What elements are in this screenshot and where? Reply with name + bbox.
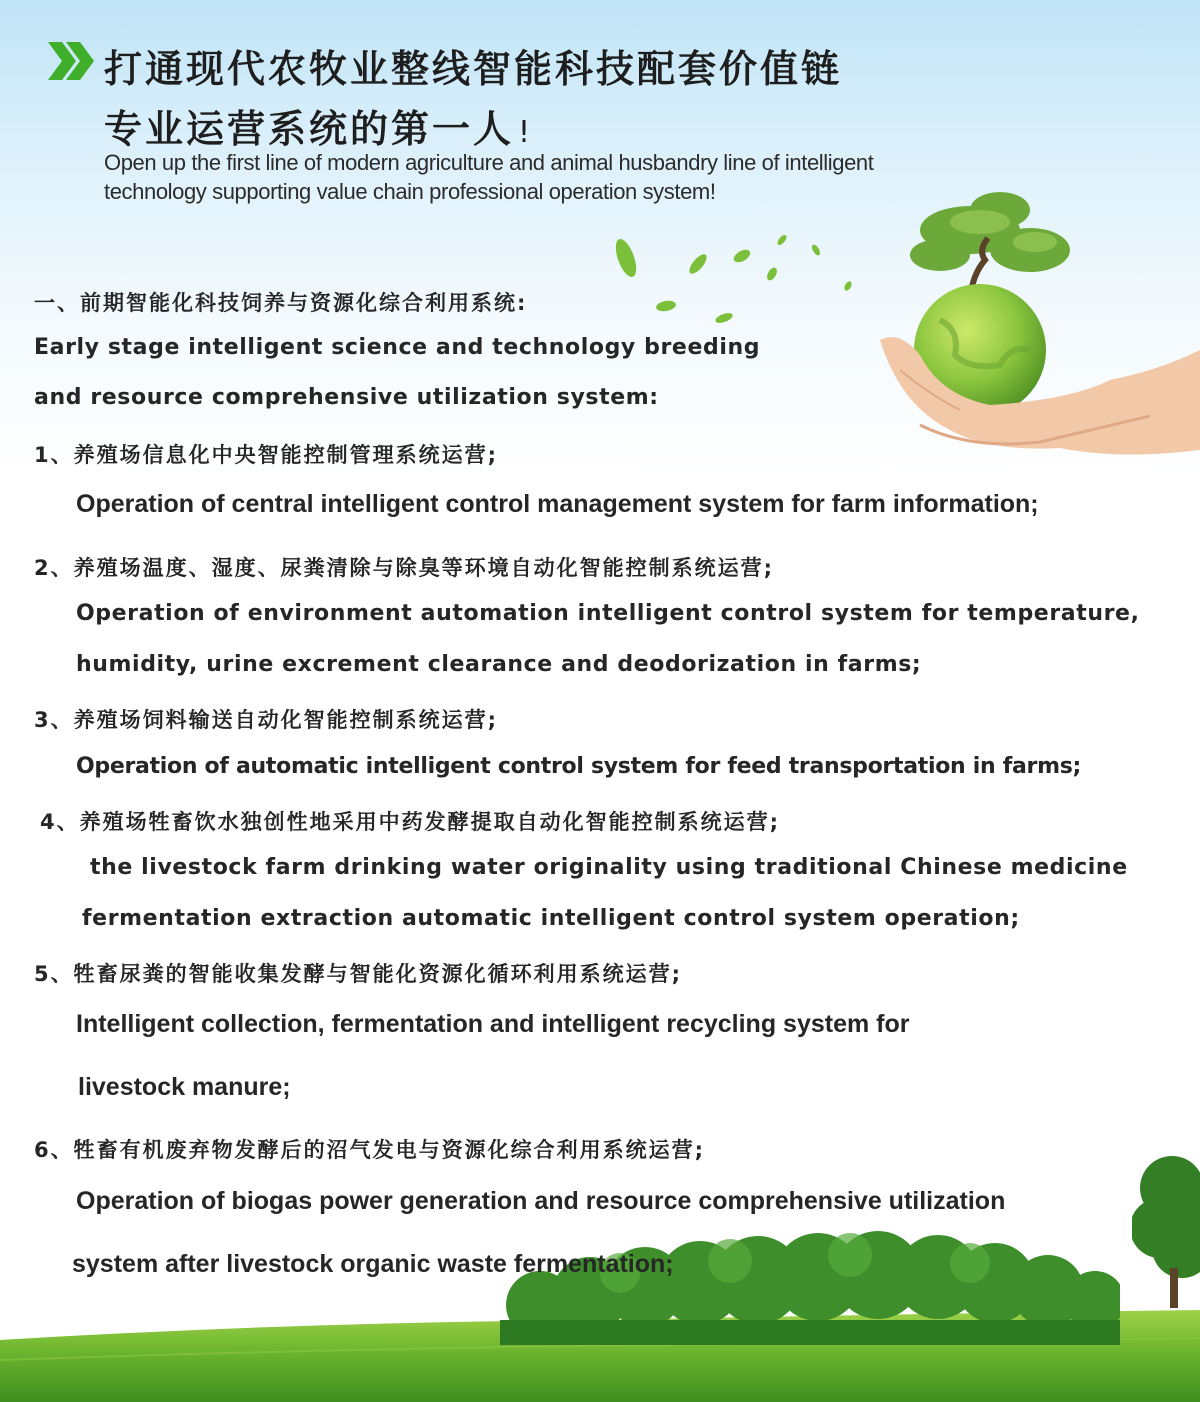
floating-leaves bbox=[600, 228, 860, 328]
section-heading-en-2: and resource comprehensive utilization system: bbox=[34, 385, 659, 410]
item-1-en-1: Operation of central intelligent control management system for farm information; bbox=[76, 490, 1039, 518]
right-edge-tree bbox=[1132, 1148, 1200, 1308]
section-heading-en-1: Early stage intelligent science and technology breeding bbox=[34, 335, 761, 360]
item-2-en-2: humidity, urine excrement clearance and deodorization in farms; bbox=[76, 652, 922, 677]
subtitle-line-1: Open up the first line of modern agriculture and animal husbandry line of intelligent bbox=[104, 150, 874, 175]
item-2-en-1: Operation of environment automation intelligent control system for temperature, bbox=[76, 601, 1140, 626]
item-5-cn: 5、牲畜尿粪的智能收集发酵与智能化资源化循环利用系统运营; bbox=[34, 962, 683, 986]
item-6-cn: 6、牲畜有机废弃物发酵后的沼气发电与资源化综合利用系统运营; bbox=[34, 1138, 706, 1162]
tree-line bbox=[500, 1225, 1120, 1345]
item-5-en-2: livestock manure; bbox=[78, 1073, 291, 1101]
title-exclamation: ! bbox=[518, 115, 534, 150]
item-4-en-2: fermentation extraction automatic intelligent control system operation; bbox=[82, 906, 1020, 931]
item-3-cn: 3、养殖场饲料输送自动化智能控制系统运营; bbox=[34, 708, 499, 732]
subtitle-english bbox=[104, 148, 984, 206]
item-6-en-1: Operation of biogas power generation and resource comprehensive utilization bbox=[76, 1187, 1006, 1215]
item-2-cn: 2、养殖场温度、湿度、尿粪清除与除臭等环境自动化智能控制系统运营; bbox=[34, 556, 775, 580]
item-6-en-2: system after livestock organic waste fermentation; bbox=[72, 1250, 674, 1278]
item-4-cn: 4、养殖场牲畜饮水独创性地采用中药发酵提取自动化智能控制系统运营; bbox=[40, 810, 781, 834]
hands-globe-tree-image bbox=[860, 180, 1200, 470]
item-1-cn: 1、养殖场信息化中央智能控制管理系统运营; bbox=[34, 443, 499, 467]
section-heading-cn: 一、前期智能化科技饲养与资源化综合利用系统: bbox=[34, 291, 528, 315]
title-line-1: 打通现代农牧业整线智能科技配套价值链 bbox=[104, 47, 843, 91]
subtitle-line-2: technology supporting value chain professional operation system! bbox=[104, 179, 716, 204]
double-chevron-right-icon bbox=[46, 40, 96, 82]
title-line-2 bbox=[104, 98, 533, 153]
item-4-en-1: the livestock farm drinking water originality using traditional Chinese medicine bbox=[90, 855, 1128, 880]
item-5-en-1: Intelligent collection, fermentation and intelligent recycling system for bbox=[76, 1010, 910, 1038]
item-3-en-1: Operation of automatic intelligent control system for feed transportation in farms; bbox=[76, 754, 1081, 779]
title-line-2-text: 专业运营系统的第一人 bbox=[104, 107, 515, 151]
